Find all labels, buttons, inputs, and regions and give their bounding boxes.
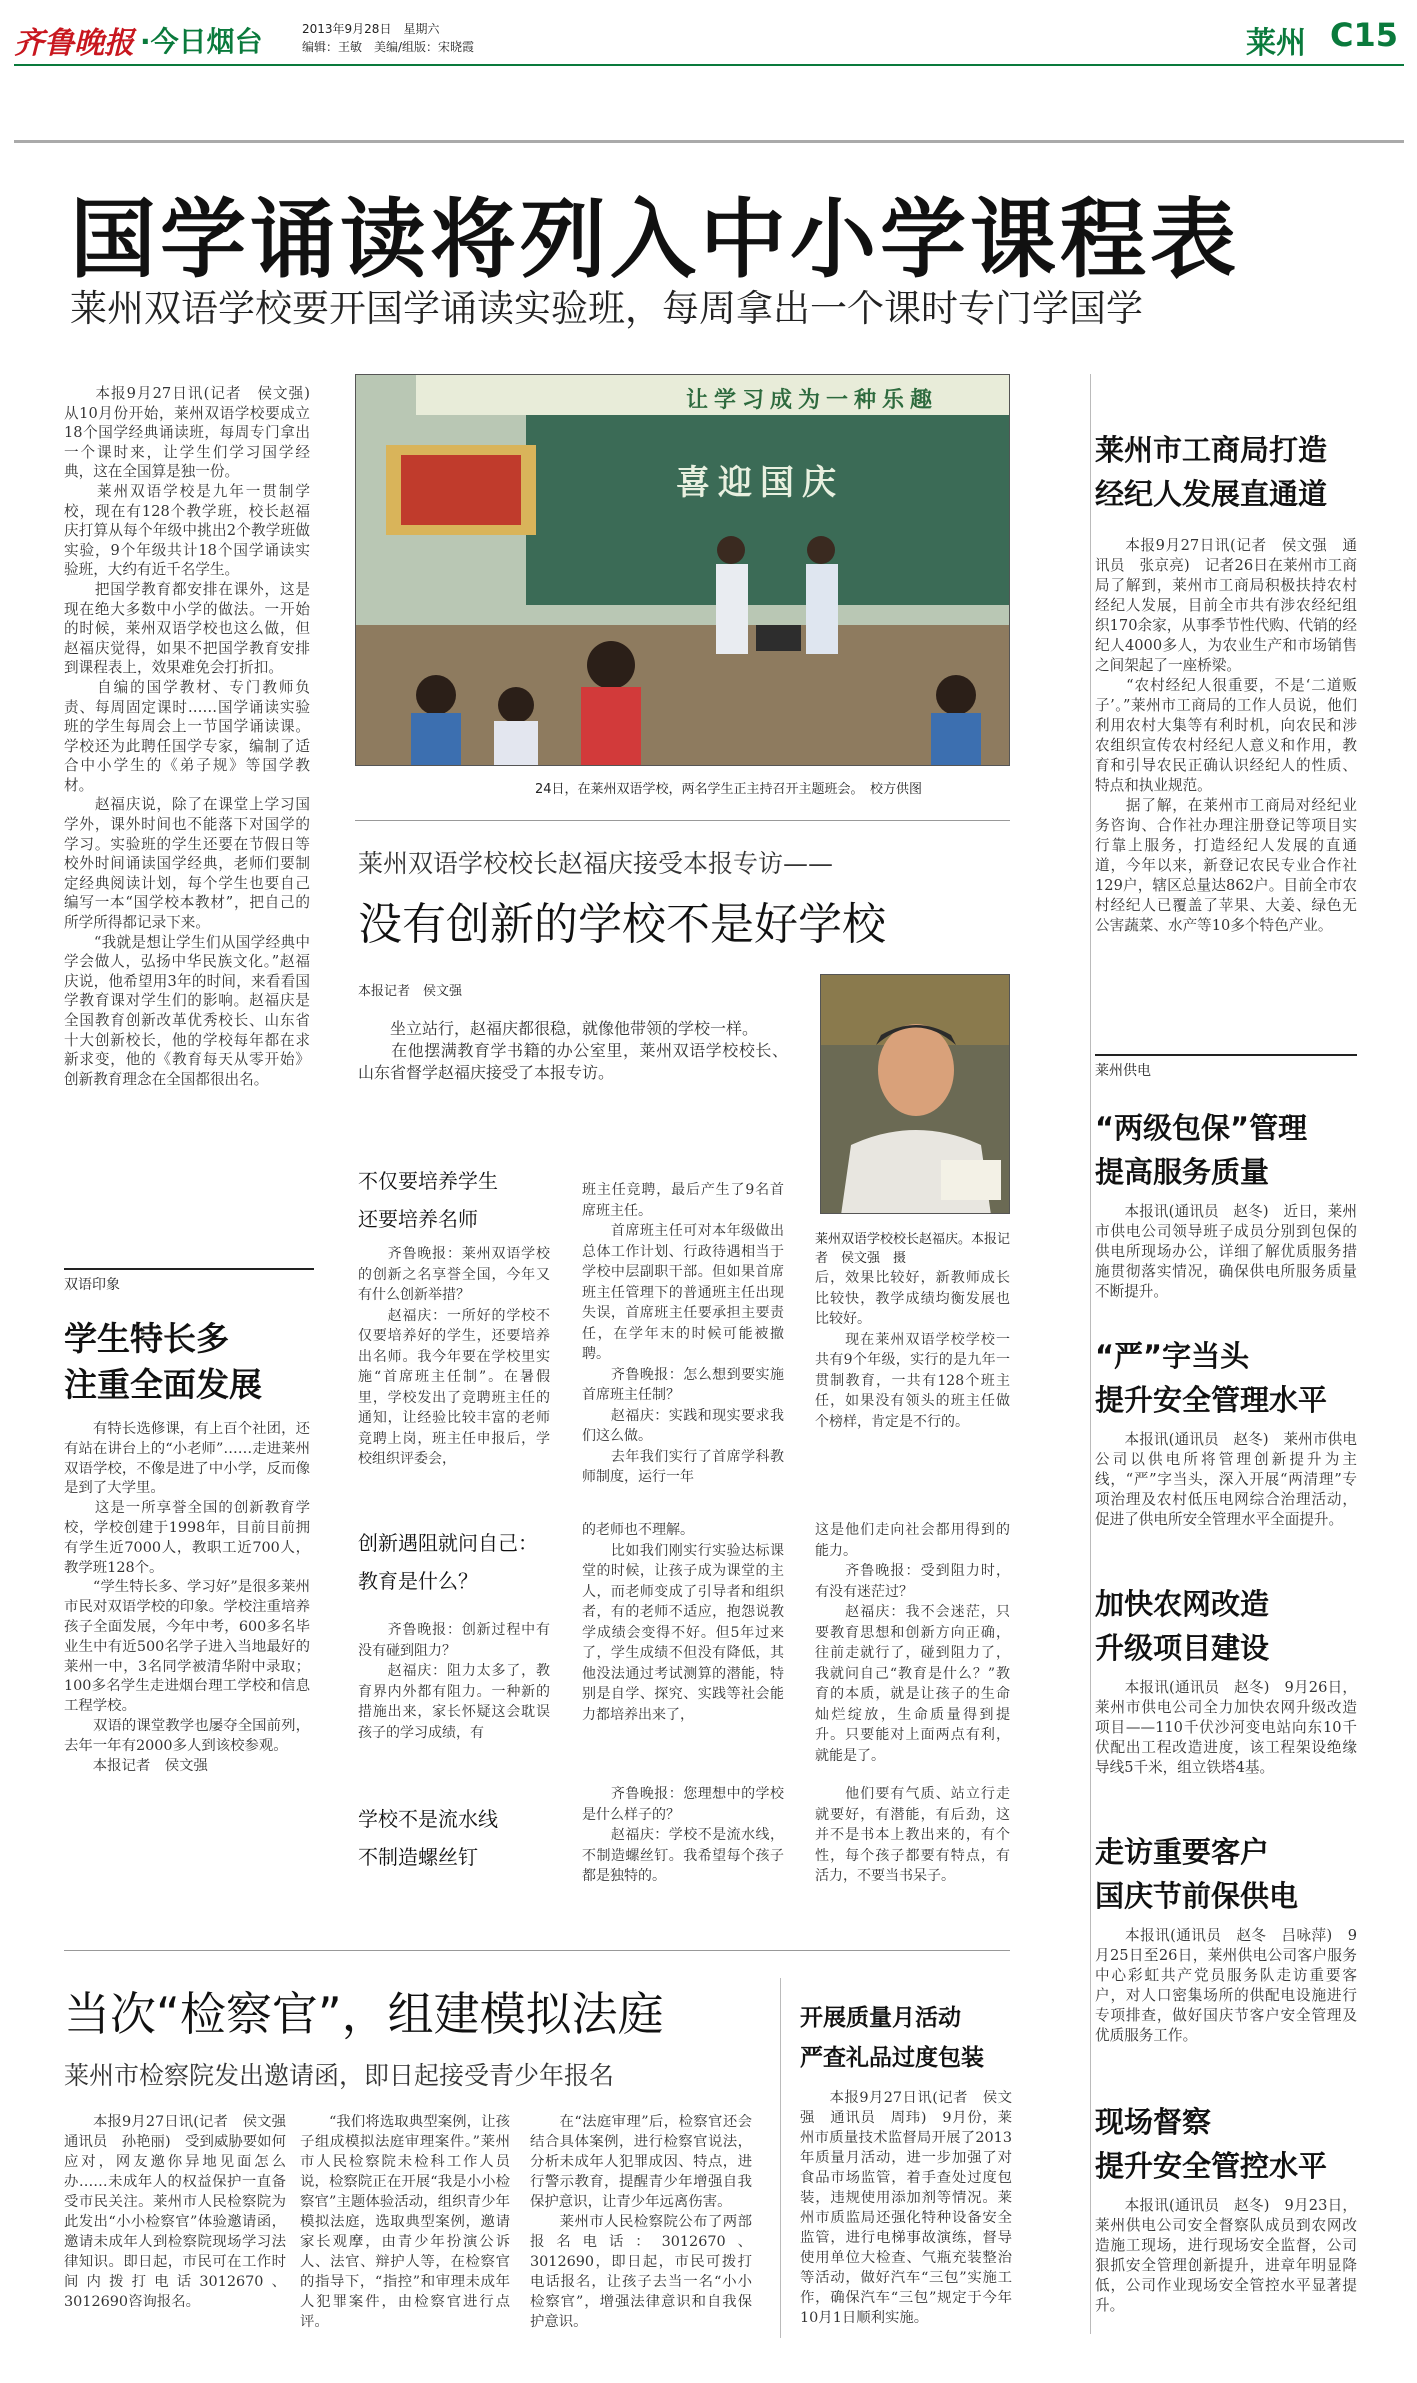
right-article-3-headline (1095, 1334, 1327, 1422)
interview-subhead-2-line2: 教育是什么？ (358, 1569, 478, 1593)
blackboard-text: 喜迎国庆 (676, 463, 844, 503)
portrait-caption: 莱州双语学校校长赵福庆。本报记者 侯文强 摄 (815, 1232, 1011, 1266)
issue-date: 2013年9月28日 星期六 (302, 22, 440, 36)
interview-column-2b: 的老师也不理解。 比如我们刚实行实验达标课堂的时候，让孩子成为课堂的主人，而老师变成了引导者和组织者，有的老师不适应，抱怨说教学成绩会变得不好。但5年过来了，学生成绩不但没有降低，其他没法通过考试测算的潜能，特别是自学、探究、实践等社会能力都培养出来了， (582, 1522, 784, 1723)
bottom-column-2: “我们将选取典型案例，让孩子组成模拟法庭审理案件。”莱州市人民检察院未检科工作人员说，检察院正在开展“我是小小检察官”主题体验活动，组织青少年模拟法庭，选取典型案例，邀请家长观摩，由青少年扮演公诉人、法官、辩护人等，在检察官的指导下，“指控”和审理未成年人犯罪案件，由检察官进行点评。 (300, 2114, 510, 2330)
interview-kicker: 莱州双语学校校长赵福庆接受本报专访—— (358, 849, 834, 878)
main-headline: 国学诵读将列入中小学课程表 (70, 190, 1240, 290)
right-a6-line2: 提升安全管控水平 (1095, 2149, 1328, 2183)
interview-subhead-1 (358, 1162, 498, 1238)
masthead-divider (14, 64, 1404, 66)
interview-intro: 坐立站行，赵福庆都很稳，就像他带领的学校一样。 在他摆满教育学书籍的办公室里，莱州双语学校校长、山东省督学赵福庆接受了本报专访。 (358, 1019, 788, 1082)
sidebar-tag-label: 双语印象 (64, 1277, 120, 1293)
right-article-3-text: 本报讯(通讯员 赵冬) 莱州市供电公司以供电所将管理创新提升为主线，“严”字当头，深入开展“两清理”专项治理及农村低压电网综合治理活动，促进了供电所安全管理水平全面提升。 (1095, 1431, 1357, 1528)
lead-article-text: 本报9月27日讯(记者 侯文强) 从10月份开始，莱州双语学校要成立18个国学经典诵读班，每周专门拿出一个课时来，让学生们学习国学经典，这在全国算是独一份。 莱州双语学校是九年一贯制学校，现在有128个教学班，校长赵福庆打算从每个年级中挑出2个教学班做实验，9个年级共计18个国学诵读实验班，大约有近千名学生。 把国学教育都安排在课外，这是现在绝大多数中小学的做法。一开始的时候，莱州双语学校也这么做，但赵福庆觉得，如果不把国学教育安排到课程表上，效果难免会打折扣。 自编的国学教材、专门教师负责、每周固定课时……国学诵读实验班的学生每周会上一节国学诵读课。学校还为此聘任国学专家，编制了适合中小学生的《弟子规》等国学教材。 赵福庆说，除了在课堂上学习国学外，课外时间也不能落下对国学的学习。实验班的学生还要在节假日等校外时间诵读国学经典，老师们要制定经典阅读计划，每个学生也要自己编写一本“国学校本教材”，把自己的所学所得都记录下来。 “我就是想让学生们从国学经典中学会做人，弘扬中华民族文化。”赵福庆说，他希望用3年的时间，来看看国学教育课对学生们的影响。赵福庆是全国教育创新改革优秀校长、山东省十大创新校长，他的学校每年都在求新求变，他的《教育每天从零开始》创新教育理念在全国都很出名。 (64, 385, 310, 1088)
right-column-divider (1090, 374, 1091, 2334)
right-article-2-headline (1095, 1106, 1307, 1194)
interview-column-3c: 他们要有气质、站立行走就要好，有潜能，有后劲，这并不是书本上教出来的，有个性，每个孩子都要有特点，有活力，不要当书呆子。 (815, 1786, 1010, 1884)
bottom-headline: 当次“检察官”，组建模拟法庭 (64, 1987, 664, 2041)
bottom-subheadline: 莱州市检察院发出邀请函，即日起接受青少年报名 (64, 2061, 615, 2090)
quality-headline-line2: 严查礼品过度包装 (800, 2045, 984, 2071)
interview-column-1c: 后，效果比较好，新教师成长比较快，教学成绩均衡发展也比较好。 现在莱州双语学校学校一共有9个年级，实行的是九年一贯制教育，一共有128个班主任，如果没有领头的班主任做个榜样，肯定是不行的。 (815, 1270, 1010, 1430)
interview-column-3b: 齐鲁晚报：您理想中的学校是什么样子的？ 赵福庆：学校不是流水线，不制造螺丝钉。我希望每个孩子都是独特的。 (582, 1786, 784, 1884)
right-article-1-headline (1095, 428, 1327, 516)
left-headline-line1: 学生特长多 (64, 1319, 229, 1358)
interview-column-2a: 齐鲁晚报：创新过程中有没有碰到阻力？ 赵福庆：阻力太多了，教育界内外都有阻力。一种新的措施出来，家长怀疑这会耽误孩子的学习成绩，有 (358, 1622, 550, 1741)
editors-credit: 编辑：王敏 美编/组版：宋晓霞 (302, 40, 475, 54)
bottom-column-3: 在“法庭审理”后，检察官还会结合具体案例，进行检察官说法，分析未成年人犯罪成因、特点，进行警示教育，提醒青少年增强自我保护意识，让青少年远离伤害。 莱州市人民检察院公布了两部报名电话：3012670、3012690，即日起，市民可拨打电话报名，让孩子去当一名“小小检察官”，增强法律意识和自我保护意识。 (530, 2114, 752, 2330)
right-tag (1095, 1054, 1357, 1080)
main-subheadline: 莱州双语学校要开国学诵读实验班，每周拿出一个课时专门学国学 (70, 287, 1143, 330)
right-article-6-text: 本报讯(通讯员 赵冬) 9月23日，莱州供电公司安全督察队成员到农网改造施工现场，进行现场安全监督，公司狠抓安全管理创新提升，进章年明显降低，公司作业现场安全管控水平显著提升。 (1095, 2197, 1357, 2314)
left-article-text: 有特长选修课，有上百个社团，还有站在讲台上的“小老师”……走进莱州双语学校，不像是进了中小学，反而像是到了大学里。 这是一所享誉全国的创新教育学校，学校创建于1998年，目前目前拥有学生近7000人，教职工近700人，教学班128个。 “学生特长多、学习好”是很多莱州市民对双语学校的印象。学校注重培养孩子全面发展，今年中考，600多名毕业生中有近500名学子进入当地最好的莱州一中，3名同学被清华附中录取；100多名学生走进烟台理工学校和信息工程学校。 双语的课堂教学也屡夺全国前列，去年一年有2000多人到该校参观。 本报记者 侯文强 (64, 1421, 310, 1774)
interview-top-rule (355, 820, 1010, 821)
right-a4-line2: 升级项目建设 (1095, 1631, 1270, 1665)
principal-portrait (820, 974, 1010, 1214)
right-a2-line1: “两级包保”管理 (1095, 1111, 1308, 1145)
sidebar-tag (64, 1268, 314, 1294)
interview-subhead-1-line2: 还要培养名师 (358, 1207, 478, 1231)
left-article-headline (64, 1316, 262, 1408)
right-a3-line1: “严”字当头 (1095, 1339, 1250, 1373)
masthead-paper-name: 齐鲁晚报 (14, 26, 134, 61)
right-article-5-headline (1095, 1830, 1298, 1918)
classroom-photo (355, 374, 1010, 766)
interview-byline: 本报记者 侯文强 (358, 984, 463, 999)
right-a4-line1: 加快农网改造 (1095, 1587, 1270, 1621)
right-article-4-text: 本报讯(通讯员 赵冬) 9月26日，莱州市供电公司全力加快农网升级改造项目——110千伏沙河变电站向东10千伏配出工程改造进度，该工程架设绝缘导线5千米，组立铁塔4基。 (1095, 1679, 1357, 1776)
header-bottom-rule (14, 140, 1404, 143)
page-number: C15 (1330, 16, 1399, 54)
quality-headline-line1: 开展质量月活动 (800, 2005, 961, 2031)
interview-subhead-2-line1: 创新遇阻就问自己： (358, 1531, 538, 1555)
classroom-photo-illustration (356, 375, 1010, 766)
right-a5-line1: 走访重要客户 (1095, 1835, 1270, 1869)
right-a1-line2: 经纪人发展直通道 (1095, 477, 1328, 511)
interview-subhead-3-line2: 不制造螺丝钉 (358, 1845, 478, 1869)
region-label: 莱州 (1246, 26, 1306, 61)
interview-subhead-3 (358, 1800, 498, 1876)
right-tag-label: 莱州供电 (1095, 1063, 1151, 1079)
bottom-side-divider (780, 1978, 781, 2338)
interview-subhead-2 (358, 1524, 538, 1600)
quality-month-headline (800, 1998, 984, 2078)
interview-column-2c: 这是他们走向社会都用得到的能力。 齐鲁晚报：受到阻力时，有没有迷茫过？ 赵福庆：我不会迷茫，只要教育思想和创新方向正确，往前走就行了，碰到阻力了，我就问自己“教育是什么？”教育的本质，就是让孩子的生命灿烂绽放，生命质量得到提升。只要能对上面两点有利，就能是了。 (815, 1522, 1010, 1764)
quality-month-text: 本报9月27日讯(记者 侯文强 通讯员 周玮) 9月份，莱州市质量技术监督局开展了2013年质量月活动，进一步加强了对食品市场监管，着手查处过度包装，违规使用添加剂等情况。莱州市质监局还强化特种设备安全监管，进行电梯事故演练，督导使用单位大检查、气瓶充装整治等活动，做好汽车“三包”实施工作，确保汽车“三包”规定于今年10月1日顺利实施。 (800, 2090, 1012, 2326)
bottom-section-rule (64, 1950, 1010, 1951)
right-article-5-text: 本报讯(通讯员 赵冬 吕咏萍) 9月25日至26日，莱州供电公司客户服务中心彩虹共产党员服务队走访重要客户，对人口密集场所的供配电设施进行专项排查，做好国庆节客户安全管理及优质服务工作。 (1095, 1927, 1357, 2044)
left-headline-line2: 注重全面发展 (64, 1365, 262, 1404)
bottom-column-1: 本报9月27日讯(记者 侯文强 通讯员 孙艳丽) 受到威胁要如何应对，网友邀你异地见面怎么办……未成年人的权益保护一直备受市民关注。莱州市人民检察院为此发出“小小检察官”体验邀请函，邀请未成年人到检察院现场学习法律知识。即日起，市民可在工作时间内拨打电话3012670、3012690咨询报名。 (64, 2114, 301, 2310)
principal-portrait-illustration (821, 975, 1010, 1214)
right-article-4-headline (1095, 1582, 1269, 1670)
right-a1-line1: 莱州市工商局打造 (1095, 433, 1328, 467)
right-article-2-text: 本报讯(通讯员 赵冬) 近日，莱州市供电公司领导班子成员分别到包保的供电所现场办公，详细了解优质服务措施贯彻落实情况，确保供电所服务质量不断提升。 (1095, 1203, 1357, 1300)
classroom-slogan: 让学习成为一种乐趣 (686, 388, 939, 413)
masthead-section: ·今日烟台 (140, 25, 263, 58)
right-article-6-headline (1095, 2100, 1327, 2188)
interview-column-1a: 齐鲁晚报：莱州双语学校的创新之名享誉全国，今年又有什么创新举措？ 赵福庆：一所好的学校不仅要培养好的学生，还要培养出名师。我今年要在学校里实施“首席班主任制”。在暑假里，学校发出了竞聘班主任的通知，让经验比较丰富的老师竞聘上岗，班主任申报后，学校组织评委会， (358, 1246, 550, 1467)
right-a2-line2: 提高服务质量 (1095, 1155, 1270, 1189)
right-a6-line1: 现场督察 (1095, 2105, 1212, 2139)
interview-subhead-3-line1: 学校不是流水线 (358, 1807, 498, 1831)
photo-caption: 24日，在莱州双语学校，两名学生正主持召开主题班会。 校方供图 (535, 782, 923, 797)
right-article-1-text: 本报9月27日讯(记者 侯文强 通讯员 张京亮) 记者26日在莱州市工商局了解到，莱州市工商局积极扶持农村经纪人发展，目前全市共有涉农经纪组织170余家，从事季节性代购、代销的经纪人4000多人，为农业生产和市场销售之间架起了一座桥梁。 “农村经纪人很重要，不是‘二道贩子’。”莱州市工商局的工作人员说，他们利用农村大集等有利时机，向农民和涉农组织宣传农村经纪人意义和作用，教育和引导农民正确认识经纪人的性质、特点和执业规范。 据了解，在莱州市工商局对经纪业务咨询、合作社办理注册登记等项目实行靠上服务，打造经纪人发展的直通道，今年以来，新登记农民专业合作社129户，辖区总量达862户。目前全市农村经纪人已覆盖了苹果、大姜、绿色无公害蔬菜、水产等10多个特色产业。 (1095, 537, 1357, 934)
interview-headline: 没有创新的学校不是好学校 (358, 899, 886, 950)
interview-column-1b: 班主任竞聘，最后产生了9名首席班主任。 首席班主任可对本年级做出总体工作计划、行政待遇相当于学校中层副职干部。但如果首席班主任管理下的普通班主任出现失误，首席班主任要承担主要责任，在学年末的时候可能被撤聘。 齐鲁晚报：怎么想到要实施首席班主任制？ 赵福庆：实践和现实要求我们这么做。 去年我们实行了首席学科教师制度，运行一年 (582, 1182, 784, 1485)
right-a3-line2: 提升安全管理水平 (1095, 1383, 1328, 1417)
interview-subhead-1-line1: 不仅要培养学生 (358, 1169, 498, 1193)
right-a5-line2: 国庆节前保供电 (1095, 1879, 1299, 1913)
